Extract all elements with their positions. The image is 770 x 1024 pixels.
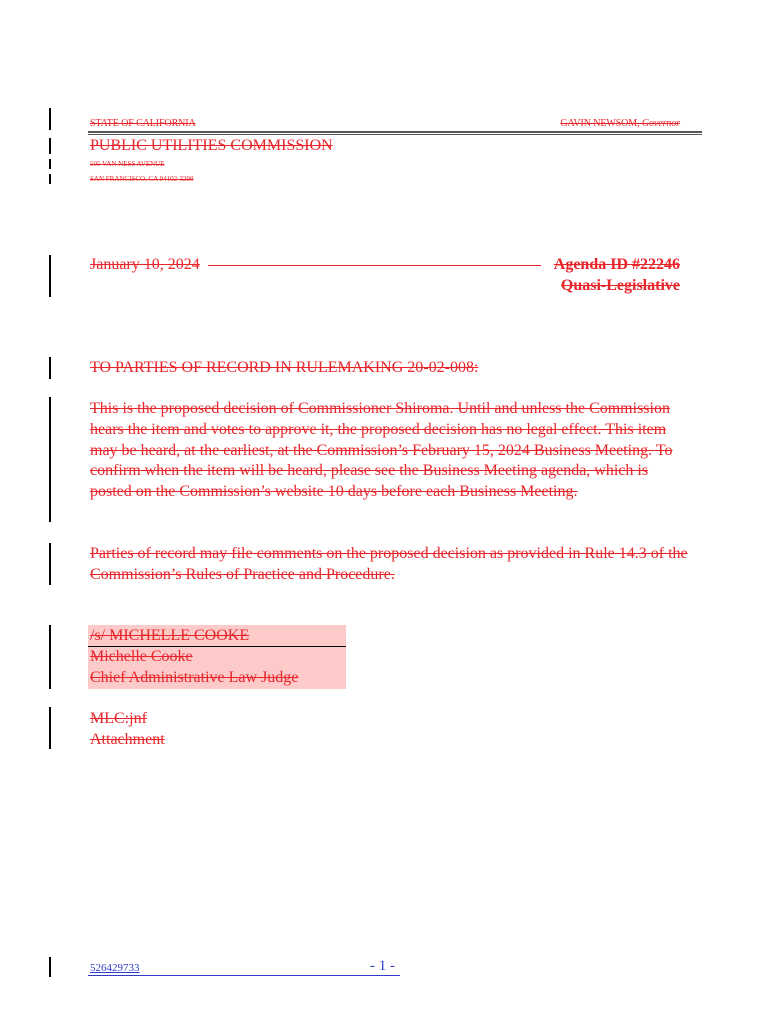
change-bar — [49, 255, 51, 297]
change-bar — [49, 174, 51, 184]
change-bar — [49, 108, 51, 130]
page-suffix: - — [386, 958, 395, 974]
change-bar — [49, 159, 51, 169]
change-bar — [49, 397, 51, 522]
date-agenda-strike-line — [208, 265, 541, 266]
change-bar — [49, 357, 51, 379]
change-bar — [49, 957, 51, 977]
change-bar — [49, 625, 51, 689]
footer-document-id: 526429733 — [90, 962, 140, 974]
state-label: STATE OF CALIFORNIA — [90, 118, 196, 129]
paragraph-comments: Parties of record may file comments on the proposed decision as provided in Rule 14.3 of the Commission’s Rules of Practice and Procedure. — [90, 545, 688, 583]
change-bar — [49, 707, 51, 749]
footer-rule — [88, 975, 400, 976]
page-prefix: - — [370, 958, 379, 974]
governor-name: GAVIN NEWSOM, — [560, 118, 642, 129]
governor-title: Governor — [641, 118, 680, 129]
page-number — [370, 958, 395, 975]
document-date: January 10, 2024 — [90, 256, 200, 273]
initials: MLC:jnf — [90, 710, 147, 727]
address-city: SAN FRANCISCO, CA 94102-3298 — [90, 175, 194, 183]
agenda-id: Agenda ID #22246 — [553, 256, 680, 273]
change-bar — [49, 138, 51, 154]
header-rule — [88, 134, 702, 135]
signer-title: Chief Administrative Law Judge — [90, 669, 299, 686]
salutation: TO PARTIES OF RECORD IN RULEMAKING 20-02-008: — [90, 359, 479, 376]
address-street: 505 VAN NESS AVENUE — [90, 160, 165, 168]
page-number-value: 1 — [378, 958, 387, 974]
change-bar — [49, 543, 51, 585]
attachment-label: Attachment — [90, 731, 165, 748]
commission-name: PUBLIC UTILITIES COMMISSION — [90, 137, 333, 154]
signature: /s/ MICHELLE COOKE — [90, 627, 250, 644]
signer-name: Michelle Cooke — [90, 648, 193, 665]
proceeding-type: Quasi-Legislative — [560, 277, 680, 294]
header-rule — [88, 131, 702, 133]
paragraph-proposed-decision: This is the proposed decision of Commissioner Shiroma. Until and unless the Commission hears the item and votes to approve it, the proposed decision has no legal effect. This item may be heard, at the earliest, at the Commission’s February 15, 2024 Business Meeting. To confirm when the item will be heard, please see the Business Meeting agenda, which is posted on the Commission’s website 10 days before each Business Meeting. — [90, 400, 673, 501]
governor-label — [560, 118, 680, 129]
